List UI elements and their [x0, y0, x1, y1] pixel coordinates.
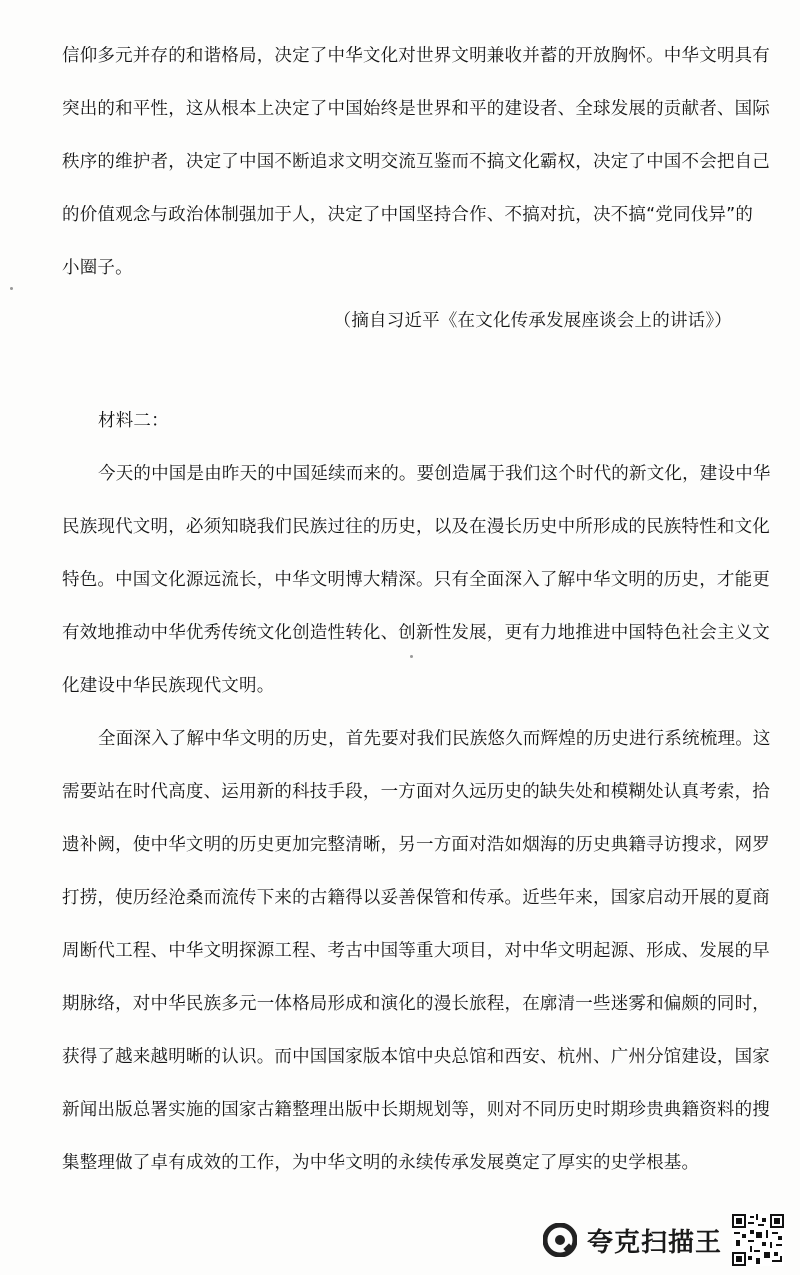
paragraph-line: 化建设中华民族现代文明。: [62, 676, 275, 696]
paragraph-line: 民族现代文明，必须知晓我们民族过往的历史，以及在漫长历史中所形成的民族特性和文化: [62, 517, 770, 537]
paragraph-line: 有效地推动中华优秀传统文化创造性转化、创新性发展，更有力地推进中国特色社会主义文: [62, 623, 770, 643]
paragraph-line: 小圈子。: [62, 258, 133, 278]
paragraph-line: 周断代工程、中华文明探源工程、考古中国等重大项目，对中华文明起源、形成、发展的早: [62, 941, 770, 961]
paragraph-line: 突出的和平性，这从根本上决定了中国始终是世界和平的建设者、全球发展的贡献者、国际: [62, 99, 770, 119]
paragraph-line: 新闻出版总署实施的国家古籍整理出版中长期规划等，则对不同历史时期珍贵典籍资料的搜: [62, 1100, 770, 1120]
paragraph-line: 需要站在时代高度、运用新的科技手段，一方面对久远历史的缺失处和模糊处认真考索，拾: [62, 782, 770, 802]
paragraph-line: 获得了越来越明晰的认识。而中国国家版本馆中央总馆和西安、杭州、广州分馆建设，国家: [62, 1047, 770, 1067]
document-body: [62, 30, 771, 1190]
scanner-watermark: [543, 1213, 784, 1267]
quark-logo-icon: [543, 1223, 577, 1257]
paragraph-line: 的价值观念与政治体制强加于人，决定了中国坚持合作、不搞对抗，决不搞“党同伐异”的: [62, 205, 754, 225]
source-citation: （摘自习近平《在文化传承发展座谈会上的讲话》）: [333, 311, 732, 331]
paragraph-line: 今天的中国是由昨天的中国延续而来的。要创造属于我们这个时代的新文化，建设中华: [98, 464, 771, 484]
paragraph-line: 遗补阙，使中华文明的历史更加完整清晰，另一方面对浩如烟海的历史典籍寻访搜求，网罗: [62, 835, 770, 855]
paragraph-line: 秩序的维护者，决定了中国不断追求文明交流互鉴而不搞文化霸权，决定了中国不会把自己: [62, 152, 770, 172]
scan-speck: [10, 287, 13, 290]
paragraph-line: 打捞，使历经沧桑而流传下来的古籍得以妥善保管和传承。近些年来，国家启动开展的夏商: [62, 888, 770, 908]
paragraph-line: 特色。中国文化源远流长，中华文明博大精深。只有全面深入了解中华文明的历史，才能更: [62, 570, 770, 590]
qr-code-icon: [732, 1214, 784, 1266]
paragraph-line: 全面深入了解中华文明的历史，首先要对我们民族悠久而辉煌的历史进行系统梳理。这: [98, 729, 771, 749]
paragraph-line: 集整理做了卓有成效的工作，为中华文明的永续传承发展奠定了厚实的史学根基。: [62, 1153, 700, 1173]
paragraph-line: 期脉络，对中华民族多元一体格局形成和演化的漫长旅程，在廓清一些迷雾和偏颇的同时，: [62, 994, 770, 1014]
material-two-label: 材料二：: [98, 411, 169, 431]
section-gap: [62, 348, 752, 395]
paragraph-line: 信仰多元并存的和谐格局，决定了中华文化对世界文明兼收并蓄的开放胸怀。中华文明具有: [62, 46, 770, 66]
scanner-brand-name: 夸克扫描王: [586, 1227, 722, 1258]
